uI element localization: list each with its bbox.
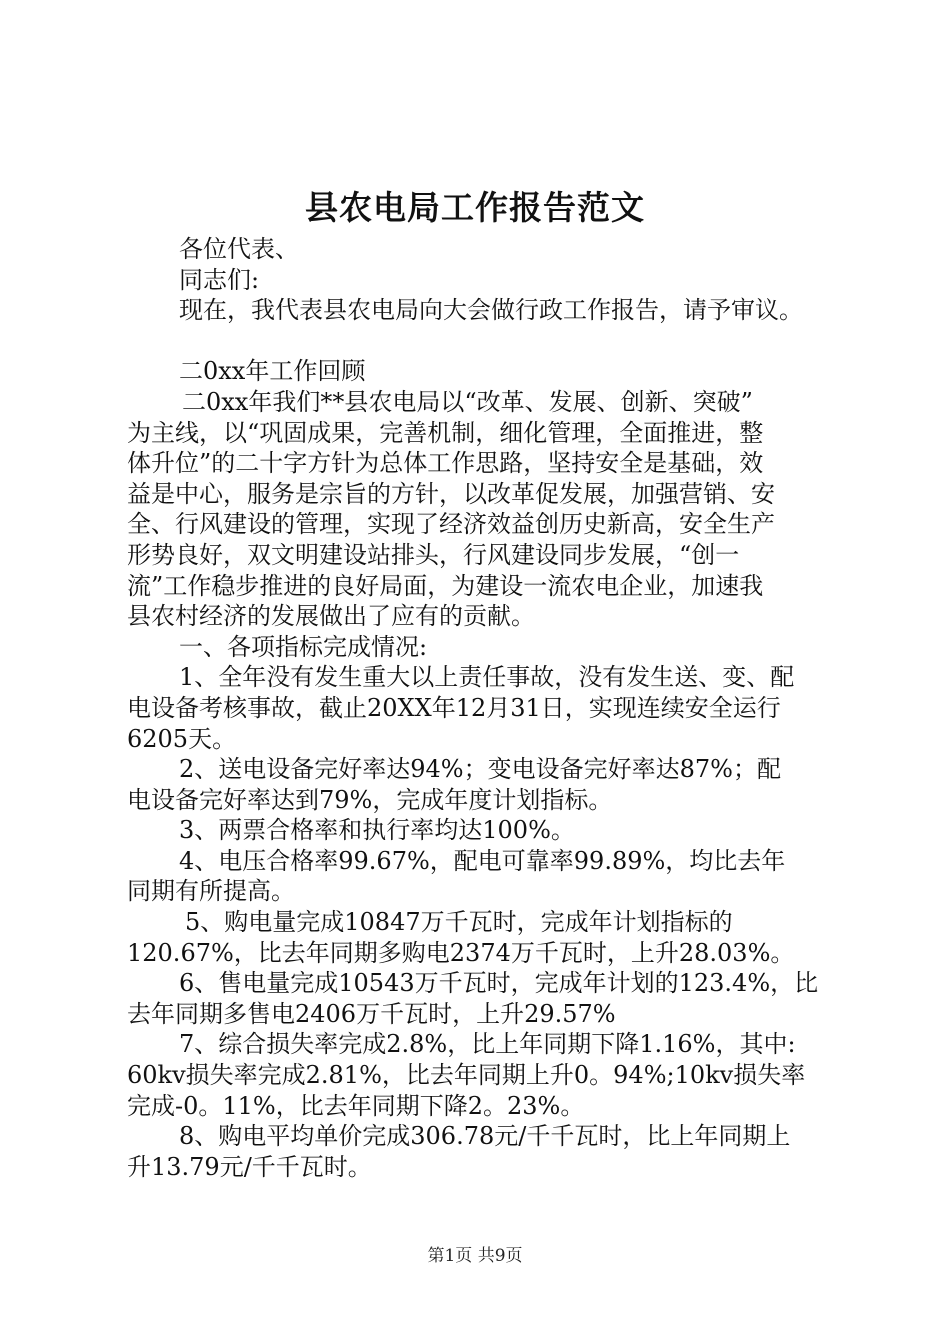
item-line: 60kv损失率完成2.81%，比去年同期上升0。94%;10kv损失率 <box>127 1061 806 1090</box>
item-line: 4、电压合格率99.67%，配电可靠率99.89%，均比去年 <box>179 846 786 875</box>
item-line: 6、售电量完成10543万千瓦时，完成年计划的123.4%，比 <box>179 969 819 998</box>
paragraph-line: 形势良好，双文明建设站排头，行风建设同步发展，“创一 <box>127 540 740 569</box>
item-line: 同期有所提高。 <box>127 877 295 906</box>
item-line: 电设备完好率达到79%，完成年度计划指标。 <box>127 785 613 814</box>
page-number-footer: 第1页 共9页 <box>427 1246 523 1266</box>
paragraph-line: 县农村经济的发展做出了应有的贡献。 <box>127 602 535 631</box>
salutation-line-2: 同志们: <box>179 265 260 294</box>
item-line: 1、全年没有发生重大以上责任事故，没有发生送、变、配 <box>179 663 795 692</box>
item-line: 7、综合损失率完成2.8%，比上年同期下降1.16%，其中: <box>179 1030 796 1059</box>
document-body <box>127 234 832 1182</box>
document-title: 县农电局工作报告范文 <box>305 188 645 227</box>
section-heading: 二0xx年工作回顾 <box>179 357 366 386</box>
item-line: 完成-0。11%，比去年同期下降2。23%。 <box>127 1091 585 1120</box>
item-line: 6205天。 <box>127 724 237 753</box>
item-line: 2、送电设备完好率达94%；变电设备完好率达87%；配 <box>179 755 781 784</box>
paragraph-line: 二0xx年我们**县农电局以“改革、发展、创新、突破” <box>182 387 753 416</box>
blank-line <box>127 326 832 357</box>
item-line: 去年同期多售电2406万千瓦时，上升29.57% <box>127 999 616 1028</box>
paragraph-line: 全、行风建设的管理，实现了经济效益创历史新高，安全生产 <box>127 510 775 539</box>
paragraph-line: 体升位”的二十字方针为总体工作思路，坚持安全是基础，效 <box>127 449 764 478</box>
item-line: 3、两票合格率和执行率均达100%。 <box>179 816 575 845</box>
salutation-line-1: 各位代表、 <box>179 235 299 263</box>
item-line: 120.67%，比去年同期多购电2374万千瓦时，上升28.03%。 <box>127 938 795 967</box>
item-line: 8、购电平均单价完成306.78元/千千瓦时，比上年同期上 <box>179 1122 791 1151</box>
paragraph-line: 为主线，以“巩固成果，完善机制，细化管理，全面推进，整 <box>127 418 764 447</box>
opening-line: 现在，我代表县农电局向大会做行政工作报告，请予审议。 <box>179 296 803 325</box>
item-line: 升13.79元/千千瓦时。 <box>127 1152 372 1181</box>
paragraph-line: 益是中心，服务是宗旨的方针，以改革促发展，加强营销、安 <box>127 479 775 508</box>
item-line: 电设备考核事故，截止20XX年12月31日，实现连续安全运行 <box>127 693 781 722</box>
subsection-heading: 一、各项指标完成情况: <box>179 632 428 661</box>
paragraph-line: 流”工作稳步推进的良好局面，为建设一流农电企业，加速我 <box>127 571 764 600</box>
item-line: 5、购电量完成10847万千瓦时，完成年计划指标的 <box>185 908 733 937</box>
